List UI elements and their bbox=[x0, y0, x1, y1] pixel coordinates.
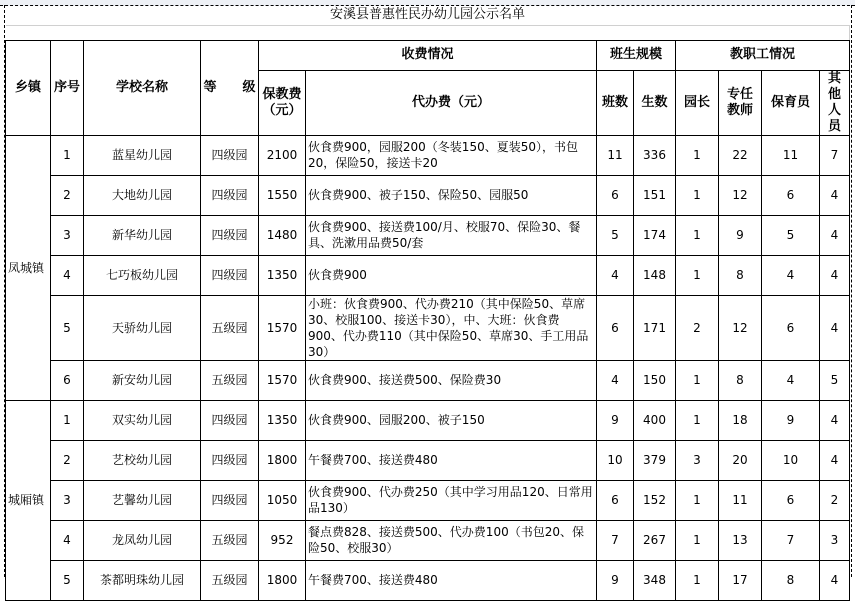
cell-grade[interactable]: 四级园 bbox=[201, 175, 259, 215]
cell-students[interactable]: 151 bbox=[634, 175, 676, 215]
cell-name[interactable]: 新华幼儿园 bbox=[84, 215, 201, 255]
blank-row[interactable] bbox=[6, 25, 850, 40]
cell-name[interactable]: 双实幼儿园 bbox=[84, 400, 201, 440]
cell-caregivers[interactable]: 6 bbox=[762, 295, 820, 360]
table-row bbox=[6, 400, 850, 440]
cell-agency[interactable]: 餐点费828、接送费500、代办费100（书包20、保险50、校服30） bbox=[306, 520, 597, 560]
cell-tuition[interactable]: 952 bbox=[259, 520, 306, 560]
cell-seq[interactable]: 5 bbox=[51, 295, 84, 360]
cell-students[interactable]: 348 bbox=[634, 560, 676, 600]
cell-classes[interactable]: 6 bbox=[597, 175, 634, 215]
cell-others[interactable]: 4 bbox=[820, 400, 850, 440]
cell-others[interactable]: 3 bbox=[820, 520, 850, 560]
cell-seq[interactable]: 1 bbox=[51, 400, 84, 440]
cell-caregivers[interactable]: 4 bbox=[762, 255, 820, 295]
cell-classes[interactable]: 6 bbox=[597, 480, 634, 520]
cell-tuition[interactable]: 1550 bbox=[259, 175, 306, 215]
cell-others[interactable]: 4 bbox=[820, 295, 850, 360]
cell-seq[interactable]: 5 bbox=[51, 560, 84, 600]
cell-caregivers[interactable]: 5 bbox=[762, 215, 820, 255]
cell-teachers[interactable]: 18 bbox=[719, 400, 762, 440]
cell-students[interactable]: 171 bbox=[634, 295, 676, 360]
table-row bbox=[6, 135, 850, 175]
cell-agency[interactable]: 午餐费700、接送费480 bbox=[306, 560, 597, 600]
table-row bbox=[6, 175, 850, 215]
header-students[interactable]: 生数 bbox=[634, 70, 676, 135]
header-agency[interactable]: 代办费（元） bbox=[306, 70, 597, 135]
cell-tuition[interactable]: 1570 bbox=[259, 295, 306, 360]
cell-name[interactable]: 艺馨幼儿园 bbox=[84, 480, 201, 520]
cell-seq[interactable]: 4 bbox=[51, 520, 84, 560]
cell-tuition[interactable]: 1800 bbox=[259, 560, 306, 600]
cell-town[interactable]: 城厢镇 bbox=[6, 400, 51, 600]
cell-agency[interactable]: 午餐费700、接送费480 bbox=[306, 440, 597, 480]
cell-agency[interactable]: 小班：伙食费900、代办费210（其中保险50、草席30、校服100、接送卡30），中、大班：伙食费900、代办费110（其中保险50、草席30、手工用品30） bbox=[306, 295, 597, 360]
cell-grade[interactable]: 四级园 bbox=[201, 135, 259, 175]
cell-students[interactable]: 150 bbox=[634, 360, 676, 400]
cell-students[interactable]: 267 bbox=[634, 520, 676, 560]
cell-seq[interactable]: 3 bbox=[51, 215, 84, 255]
cell-classes[interactable]: 9 bbox=[597, 560, 634, 600]
cell-agency[interactable]: 伙食费900、园服200、被子150 bbox=[306, 400, 597, 440]
cell-name[interactable]: 新安幼儿园 bbox=[84, 360, 201, 400]
cell-name[interactable]: 艺校幼儿园 bbox=[84, 440, 201, 480]
cell-seq[interactable]: 4 bbox=[51, 255, 84, 295]
cell-agency[interactable]: 伙食费900、接送费500、保险费30 bbox=[306, 360, 597, 400]
cell-agency[interactable]: 伙食费900，园服200（冬装150、夏装50），书包20，保险50，接送卡20 bbox=[306, 135, 597, 175]
cell-teachers[interactable]: 9 bbox=[719, 215, 762, 255]
cell-name[interactable]: 天骄幼儿园 bbox=[84, 295, 201, 360]
cell-caregivers[interactable]: 6 bbox=[762, 175, 820, 215]
cell-others[interactable]: 4 bbox=[820, 255, 850, 295]
cell-seq[interactable]: 6 bbox=[51, 360, 84, 400]
cell-director[interactable]: 1 bbox=[676, 135, 719, 175]
cell-others[interactable]: 4 bbox=[820, 175, 850, 215]
cell-teachers[interactable]: 17 bbox=[719, 560, 762, 600]
table-row bbox=[6, 520, 850, 560]
cell-teachers[interactable]: 12 bbox=[719, 295, 762, 360]
cell-students[interactable]: 379 bbox=[634, 440, 676, 480]
cell-caregivers[interactable]: 10 bbox=[762, 440, 820, 480]
header-classes[interactable]: 班数 bbox=[597, 70, 634, 135]
cell-classes[interactable]: 4 bbox=[597, 360, 634, 400]
cell-others[interactable]: 7 bbox=[820, 135, 850, 175]
header-others[interactable]: 其他人员 bbox=[820, 70, 850, 135]
header-teachers[interactable]: 专任教师 bbox=[719, 70, 762, 135]
cell-classes[interactable]: 10 bbox=[597, 440, 634, 480]
cell-name[interactable]: 大地幼儿园 bbox=[84, 175, 201, 215]
cell-name[interactable]: 七巧板幼儿园 bbox=[84, 255, 201, 295]
cell-grade[interactable]: 四级园 bbox=[201, 215, 259, 255]
cell-grade[interactable]: 五级园 bbox=[201, 360, 259, 400]
cell-tuition[interactable]: 1350 bbox=[259, 255, 306, 295]
cell-others[interactable]: 4 bbox=[820, 215, 850, 255]
cell-teachers[interactable]: 8 bbox=[719, 360, 762, 400]
header-tuition[interactable]: 保教费（元） bbox=[259, 70, 306, 135]
cell-teachers[interactable]: 22 bbox=[719, 135, 762, 175]
cell-students[interactable]: 152 bbox=[634, 480, 676, 520]
kindergarten-table bbox=[5, 5, 850, 601]
cell-grade[interactable]: 四级园 bbox=[201, 255, 259, 295]
cell-teachers[interactable]: 20 bbox=[719, 440, 762, 480]
cell-students[interactable]: 400 bbox=[634, 400, 676, 440]
table-row bbox=[6, 215, 850, 255]
cell-caregivers[interactable]: 6 bbox=[762, 480, 820, 520]
cell-director[interactable]: 1 bbox=[676, 175, 719, 215]
table-row bbox=[6, 440, 850, 480]
header-director[interactable]: 园长 bbox=[676, 70, 719, 135]
header-grade[interactable]: 等 级 bbox=[201, 40, 259, 135]
table-row bbox=[6, 255, 850, 295]
header-scale[interactable]: 班生规模 bbox=[597, 40, 676, 70]
cell-students[interactable]: 148 bbox=[634, 255, 676, 295]
table-row bbox=[6, 480, 850, 520]
cell-students[interactable]: 336 bbox=[634, 135, 676, 175]
cell-tuition[interactable]: 1480 bbox=[259, 215, 306, 255]
cell-seq[interactable]: 2 bbox=[51, 440, 84, 480]
table-row bbox=[6, 295, 850, 360]
cell-seq[interactable]: 3 bbox=[51, 480, 84, 520]
cell-town[interactable]: 凤城镇 bbox=[6, 135, 51, 400]
cell-agency[interactable]: 伙食费900、接送费100/月、校服70、保险30、餐具、洗漱用品费50/套 bbox=[306, 215, 597, 255]
cell-tuition[interactable]: 1050 bbox=[259, 480, 306, 520]
cell-teachers[interactable]: 13 bbox=[719, 520, 762, 560]
cell-classes[interactable]: 4 bbox=[597, 255, 634, 295]
cell-director[interactable]: 1 bbox=[676, 255, 719, 295]
cell-seq[interactable]: 2 bbox=[51, 175, 84, 215]
cell-others[interactable]: 4 bbox=[820, 560, 850, 600]
cell-grade[interactable]: 四级园 bbox=[201, 440, 259, 480]
cell-name[interactable]: 龙凤幼儿园 bbox=[84, 520, 201, 560]
cell-grade[interactable]: 五级园 bbox=[201, 560, 259, 600]
cell-grade[interactable]: 四级园 bbox=[201, 400, 259, 440]
cell-classes[interactable]: 5 bbox=[597, 215, 634, 255]
cell-others[interactable]: 4 bbox=[820, 440, 850, 480]
cell-teachers[interactable]: 8 bbox=[719, 255, 762, 295]
cell-classes[interactable]: 9 bbox=[597, 400, 634, 440]
cell-director[interactable]: 1 bbox=[676, 560, 719, 600]
cell-grade[interactable]: 五级园 bbox=[201, 520, 259, 560]
cell-tuition[interactable]: 1350 bbox=[259, 400, 306, 440]
cell-agency[interactable]: 伙食费900 bbox=[306, 255, 597, 295]
cell-teachers[interactable]: 12 bbox=[719, 175, 762, 215]
cell-director[interactable]: 1 bbox=[676, 360, 719, 400]
cell-name[interactable]: 茶都明珠幼儿园 bbox=[84, 560, 201, 600]
cell-seq[interactable]: 1 bbox=[51, 135, 84, 175]
cell-others[interactable]: 5 bbox=[820, 360, 850, 400]
table-row bbox=[6, 360, 850, 400]
cell-tuition[interactable]: 2100 bbox=[259, 135, 306, 175]
sheet-title[interactable]: 安溪县普惠性民办幼儿园公示名单 bbox=[6, 5, 850, 25]
cell-agency[interactable]: 伙食费900、代办费250（其中学习用品120、日常用品130） bbox=[306, 480, 597, 520]
cell-caregivers[interactable]: 8 bbox=[762, 560, 820, 600]
cell-director[interactable]: 1 bbox=[676, 480, 719, 520]
header-town[interactable]: 乡镇 bbox=[6, 40, 51, 135]
header-staff[interactable]: 教职工情况 bbox=[676, 40, 850, 70]
cell-caregivers[interactable]: 7 bbox=[762, 520, 820, 560]
cell-name[interactable]: 蓝星幼儿园 bbox=[84, 135, 201, 175]
cell-director[interactable]: 2 bbox=[676, 295, 719, 360]
cell-classes[interactable]: 11 bbox=[597, 135, 634, 175]
cell-others[interactable]: 2 bbox=[820, 480, 850, 520]
table-row bbox=[6, 560, 850, 600]
cell-caregivers[interactable]: 11 bbox=[762, 135, 820, 175]
cell-classes[interactable]: 7 bbox=[597, 520, 634, 560]
cell-tuition[interactable]: 1570 bbox=[259, 360, 306, 400]
cell-grade[interactable]: 五级园 bbox=[201, 295, 259, 360]
cell-director[interactable]: 1 bbox=[676, 215, 719, 255]
cell-classes[interactable]: 6 bbox=[597, 295, 634, 360]
cell-director[interactable]: 1 bbox=[676, 520, 719, 560]
cell-director[interactable]: 1 bbox=[676, 400, 719, 440]
cell-students[interactable]: 174 bbox=[634, 215, 676, 255]
cell-caregivers[interactable]: 4 bbox=[762, 360, 820, 400]
header-caregivers[interactable]: 保育员 bbox=[762, 70, 820, 135]
cell-caregivers[interactable]: 9 bbox=[762, 400, 820, 440]
header-seq[interactable]: 序号 bbox=[51, 40, 84, 135]
cell-tuition[interactable]: 1800 bbox=[259, 440, 306, 480]
cell-teachers[interactable]: 11 bbox=[719, 480, 762, 520]
cell-agency[interactable]: 伙食费900、被子150、保险50、园服50 bbox=[306, 175, 597, 215]
cell-director[interactable]: 3 bbox=[676, 440, 719, 480]
header-fees[interactable]: 收费情况 bbox=[259, 40, 597, 70]
cell-grade[interactable]: 四级园 bbox=[201, 480, 259, 520]
header-name[interactable]: 学校名称 bbox=[84, 40, 201, 135]
